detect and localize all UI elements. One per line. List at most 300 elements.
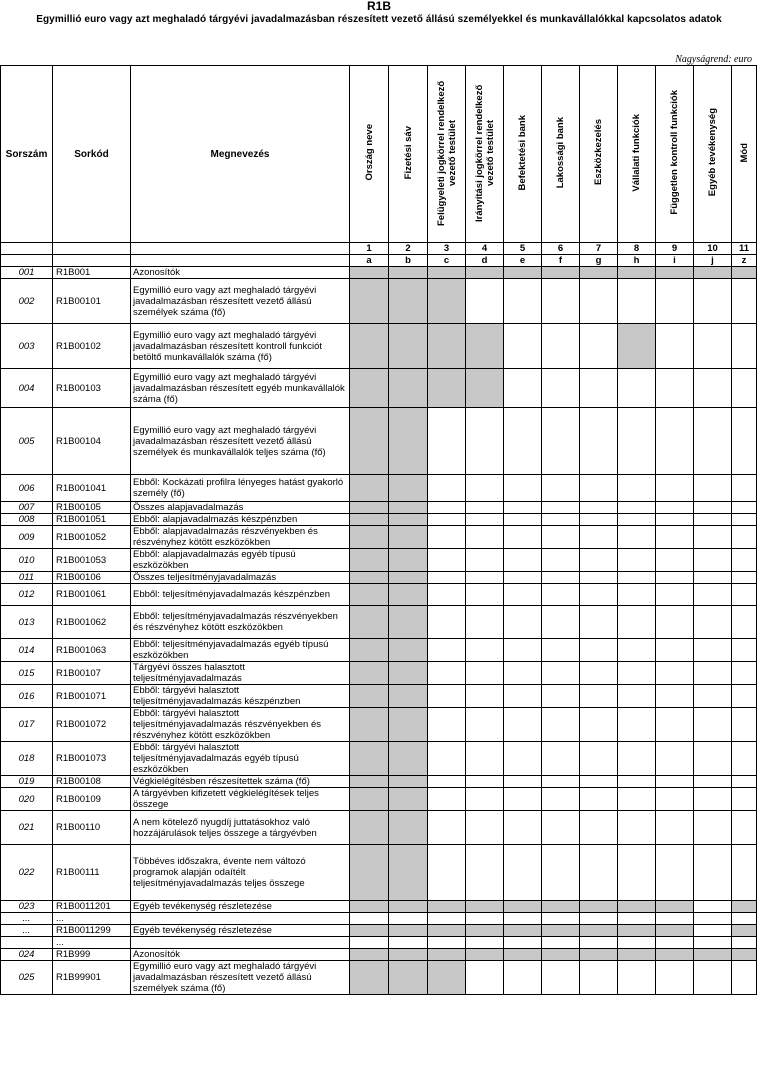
input-cell[interactable]	[428, 549, 466, 572]
row-sorkod: R1B001053	[53, 549, 131, 572]
input-cell[interactable]	[580, 788, 618, 811]
greyed-cell	[542, 925, 580, 937]
input-cell[interactable]	[504, 913, 542, 925]
input-cell[interactable]	[466, 475, 504, 502]
input-cell[interactable]	[542, 708, 580, 742]
column-number: 1	[350, 243, 389, 255]
input-cell[interactable]	[732, 742, 757, 776]
input-cell[interactable]	[618, 475, 656, 502]
input-cell[interactable]	[466, 961, 504, 995]
input-cell[interactable]	[504, 845, 542, 901]
input-cell[interactable]	[618, 913, 656, 925]
input-cell[interactable]	[618, 685, 656, 708]
input-cell[interactable]	[504, 369, 542, 408]
input-cell[interactable]	[580, 639, 618, 662]
column-header-8	[618, 66, 656, 243]
input-cell[interactable]	[618, 961, 656, 995]
input-cell[interactable]	[694, 662, 732, 685]
input-cell[interactable]	[542, 502, 580, 514]
input-cell[interactable]	[580, 913, 618, 925]
greyed-cell	[428, 369, 466, 408]
input-cell[interactable]	[618, 526, 656, 549]
input-cell[interactable]	[694, 475, 732, 502]
input-cell[interactable]	[732, 961, 757, 995]
input-cell[interactable]	[428, 572, 466, 584]
input-cell[interactable]	[694, 961, 732, 995]
row-sorszam: 023	[1, 901, 53, 913]
input-cell[interactable]	[732, 662, 757, 685]
column-code: f	[542, 255, 580, 267]
column-number: 11	[732, 243, 757, 255]
input-cell[interactable]	[428, 408, 466, 475]
input-cell[interactable]	[580, 937, 618, 949]
input-cell[interactable]	[428, 742, 466, 776]
input-cell[interactable]	[428, 776, 466, 788]
row-sorszam: 012	[1, 584, 53, 606]
input-cell[interactable]	[428, 913, 466, 925]
row-sorszam: 017	[1, 708, 53, 742]
input-cell[interactable]	[428, 708, 466, 742]
input-cell[interactable]	[656, 639, 694, 662]
input-cell[interactable]	[466, 639, 504, 662]
input-cell[interactable]	[618, 639, 656, 662]
input-cell[interactable]	[350, 937, 389, 949]
input-cell[interactable]	[504, 549, 542, 572]
input-cell[interactable]	[466, 708, 504, 742]
input-cell[interactable]	[618, 572, 656, 584]
input-cell[interactable]	[428, 937, 466, 949]
input-cell[interactable]	[580, 961, 618, 995]
greyed-cell	[428, 925, 466, 937]
input-cell[interactable]	[542, 662, 580, 685]
input-cell[interactable]	[580, 549, 618, 572]
input-cell[interactable]	[504, 662, 542, 685]
input-cell[interactable]	[504, 324, 542, 369]
input-cell[interactable]	[618, 662, 656, 685]
greyed-cell	[656, 901, 694, 913]
input-cell[interactable]	[618, 408, 656, 475]
input-cell[interactable]	[504, 937, 542, 949]
input-cell[interactable]	[504, 408, 542, 475]
greyed-cell	[466, 949, 504, 961]
input-cell[interactable]	[504, 502, 542, 514]
input-cell[interactable]	[694, 408, 732, 475]
column-code: g	[580, 255, 618, 267]
input-cell[interactable]	[466, 514, 504, 526]
input-cell[interactable]	[694, 279, 732, 324]
row-sorszam: 002	[1, 279, 53, 324]
table-row	[1, 639, 757, 662]
greyed-cell	[656, 949, 694, 961]
input-cell[interactable]	[732, 549, 757, 572]
row-sorkod: R1B001072	[53, 708, 131, 742]
input-cell[interactable]	[732, 708, 757, 742]
input-cell[interactable]	[542, 811, 580, 845]
input-cell[interactable]	[466, 549, 504, 572]
column-header-label: Független kontroll funkciók	[669, 90, 680, 215]
input-cell[interactable]	[542, 526, 580, 549]
input-cell[interactable]	[618, 549, 656, 572]
input-cell[interactable]	[580, 584, 618, 606]
input-cell[interactable]	[428, 788, 466, 811]
greyed-cell	[428, 324, 466, 369]
input-cell[interactable]	[694, 584, 732, 606]
input-cell[interactable]	[350, 913, 389, 925]
input-cell[interactable]	[694, 937, 732, 949]
input-cell[interactable]	[504, 742, 542, 776]
input-cell[interactable]	[466, 913, 504, 925]
input-cell[interactable]	[504, 475, 542, 502]
input-cell[interactable]	[694, 369, 732, 408]
input-cell[interactable]	[542, 324, 580, 369]
input-cell[interactable]	[504, 685, 542, 708]
column-code: h	[618, 255, 656, 267]
input-cell[interactable]	[504, 639, 542, 662]
input-cell[interactable]	[732, 845, 757, 901]
input-cell[interactable]	[542, 606, 580, 639]
input-cell[interactable]	[732, 788, 757, 811]
row-sorkod: ...	[53, 913, 131, 925]
input-cell[interactable]	[542, 913, 580, 925]
greyed-cell	[350, 408, 389, 475]
input-cell[interactable]	[656, 788, 694, 811]
input-cell[interactable]	[466, 502, 504, 514]
input-cell[interactable]	[466, 776, 504, 788]
input-cell[interactable]	[732, 913, 757, 925]
greyed-cell	[350, 901, 389, 913]
input-cell[interactable]	[466, 845, 504, 901]
table-row	[1, 811, 757, 845]
input-cell[interactable]	[504, 811, 542, 845]
input-cell[interactable]	[618, 514, 656, 526]
greyed-cell	[350, 526, 389, 549]
row-sorkod: R1B00102	[53, 324, 131, 369]
input-cell[interactable]	[694, 572, 732, 584]
input-cell[interactable]	[580, 742, 618, 776]
input-cell[interactable]	[656, 845, 694, 901]
header-sorkod: Sorkód	[53, 66, 131, 243]
input-cell[interactable]	[504, 514, 542, 526]
input-cell[interactable]	[428, 606, 466, 639]
input-cell[interactable]	[428, 502, 466, 514]
input-cell[interactable]	[466, 662, 504, 685]
input-cell[interactable]	[504, 572, 542, 584]
greyed-cell	[350, 742, 389, 776]
column-code: z	[732, 255, 757, 267]
input-cell[interactable]	[732, 408, 757, 475]
input-cell[interactable]	[542, 961, 580, 995]
input-cell[interactable]	[389, 913, 428, 925]
column-number: 10	[694, 243, 732, 255]
row-megnevezes: Egymillió euro vagy azt meghaladó tárgyévi javadalmazásban részesített vezető állású személyek száma (fő)	[131, 961, 350, 995]
input-cell[interactable]	[504, 788, 542, 811]
input-cell[interactable]	[542, 776, 580, 788]
input-cell[interactable]	[732, 639, 757, 662]
input-cell[interactable]	[732, 584, 757, 606]
row-sorkod: R1B0011299	[53, 925, 131, 937]
input-cell[interactable]	[694, 639, 732, 662]
input-cell[interactable]	[618, 502, 656, 514]
input-cell[interactable]	[580, 408, 618, 475]
input-cell[interactable]	[466, 937, 504, 949]
input-cell[interactable]	[732, 606, 757, 639]
input-cell[interactable]	[580, 606, 618, 639]
input-cell[interactable]	[466, 606, 504, 639]
input-cell[interactable]	[504, 961, 542, 995]
input-cell[interactable]	[732, 685, 757, 708]
input-cell[interactable]	[694, 549, 732, 572]
input-cell[interactable]	[542, 685, 580, 708]
input-cell[interactable]	[580, 572, 618, 584]
greyed-cell	[389, 901, 428, 913]
greyed-cell	[389, 788, 428, 811]
input-cell[interactable]	[656, 708, 694, 742]
input-cell[interactable]	[580, 776, 618, 788]
input-cell[interactable]	[694, 811, 732, 845]
input-cell[interactable]	[580, 526, 618, 549]
column-header-label: Lakossági bank	[555, 116, 566, 189]
greyed-cell	[350, 502, 389, 514]
table-row	[1, 742, 757, 776]
input-cell[interactable]	[389, 937, 428, 949]
input-cell[interactable]	[694, 526, 732, 549]
input-cell[interactable]	[656, 572, 694, 584]
input-cell[interactable]	[580, 708, 618, 742]
input-cell[interactable]	[428, 639, 466, 662]
input-cell[interactable]	[542, 639, 580, 662]
input-cell[interactable]	[542, 549, 580, 572]
input-cell[interactable]	[732, 475, 757, 502]
greyed-cell	[350, 961, 389, 995]
column-header-label: Irányítási jogkörrel rendelkező vezető testület	[473, 83, 496, 222]
input-cell[interactable]	[732, 776, 757, 788]
input-cell[interactable]	[618, 584, 656, 606]
input-cell[interactable]	[732, 502, 757, 514]
input-cell[interactable]	[504, 526, 542, 549]
input-cell[interactable]	[542, 788, 580, 811]
input-cell[interactable]	[656, 279, 694, 324]
input-cell[interactable]	[694, 708, 732, 742]
greyed-cell	[618, 267, 656, 279]
input-cell[interactable]	[580, 324, 618, 369]
input-cell[interactable]	[580, 685, 618, 708]
input-cell[interactable]	[618, 811, 656, 845]
input-cell[interactable]	[732, 369, 757, 408]
row-megnevezes: Ebből: tárgyévi halasztott teljesítményjavadalmazás részvényekben és részvényhez kötött eszközökben	[131, 708, 350, 742]
input-cell[interactable]	[656, 811, 694, 845]
input-cell[interactable]	[732, 279, 757, 324]
input-cell[interactable]	[694, 901, 732, 913]
input-cell[interactable]	[466, 742, 504, 776]
input-cell[interactable]	[580, 845, 618, 901]
input-cell[interactable]	[466, 811, 504, 845]
input-cell[interactable]	[656, 584, 694, 606]
input-cell[interactable]	[656, 685, 694, 708]
input-cell[interactable]	[618, 776, 656, 788]
header-megnevezes: Megnevezés	[131, 66, 350, 243]
greyed-cell	[389, 584, 428, 606]
input-cell[interactable]	[542, 584, 580, 606]
input-cell[interactable]	[694, 324, 732, 369]
input-cell[interactable]	[542, 937, 580, 949]
input-cell[interactable]	[428, 662, 466, 685]
input-cell[interactable]	[504, 776, 542, 788]
input-cell[interactable]	[618, 937, 656, 949]
input-cell[interactable]	[428, 584, 466, 606]
input-cell[interactable]	[542, 572, 580, 584]
input-cell[interactable]	[656, 549, 694, 572]
greyed-cell	[428, 279, 466, 324]
input-cell[interactable]	[428, 526, 466, 549]
input-cell[interactable]	[542, 408, 580, 475]
input-cell[interactable]	[732, 514, 757, 526]
input-cell[interactable]	[580, 811, 618, 845]
table-row	[1, 584, 757, 606]
input-cell[interactable]	[466, 279, 504, 324]
input-cell[interactable]	[542, 279, 580, 324]
input-cell[interactable]	[542, 742, 580, 776]
input-cell[interactable]	[694, 913, 732, 925]
input-cell[interactable]	[656, 606, 694, 639]
input-cell[interactable]	[580, 514, 618, 526]
input-cell[interactable]	[694, 776, 732, 788]
greyed-cell	[466, 324, 504, 369]
input-cell[interactable]	[466, 788, 504, 811]
input-cell[interactable]	[732, 324, 757, 369]
input-cell[interactable]	[656, 475, 694, 502]
row-sorkod: R1B00101	[53, 279, 131, 324]
column-header-label: Mód	[738, 142, 750, 163]
column-code: b	[389, 255, 428, 267]
input-cell[interactable]	[656, 961, 694, 995]
column-header-11	[732, 66, 757, 243]
greyed-cell	[732, 949, 757, 961]
column-header-label: Egyéb tevékenység	[707, 108, 718, 197]
input-cell[interactable]	[542, 369, 580, 408]
greyed-cell	[389, 708, 428, 742]
input-cell[interactable]	[694, 742, 732, 776]
row-sorkod: R1B00105	[53, 502, 131, 514]
input-cell[interactable]	[732, 572, 757, 584]
greyed-cell	[350, 845, 389, 901]
row-sorkod: R1B001061	[53, 584, 131, 606]
input-cell[interactable]	[656, 324, 694, 369]
input-cell[interactable]	[694, 606, 732, 639]
input-cell[interactable]	[618, 742, 656, 776]
input-cell[interactable]	[466, 685, 504, 708]
input-cell[interactable]	[656, 514, 694, 526]
column-header-label: Fizetési sáv	[402, 125, 414, 180]
table-row	[1, 685, 757, 708]
greyed-cell	[389, 845, 428, 901]
greyed-cell	[618, 925, 656, 937]
input-cell[interactable]	[618, 845, 656, 901]
input-cell[interactable]	[428, 811, 466, 845]
column-code: c	[428, 255, 466, 267]
row-sorszam: 004	[1, 369, 53, 408]
input-cell[interactable]	[656, 662, 694, 685]
input-cell[interactable]	[504, 584, 542, 606]
input-cell[interactable]	[656, 776, 694, 788]
column-header-3	[428, 66, 466, 243]
input-cell[interactable]	[694, 514, 732, 526]
input-cell[interactable]	[504, 279, 542, 324]
input-cell[interactable]	[656, 937, 694, 949]
input-cell[interactable]	[428, 475, 466, 502]
greyed-cell	[694, 949, 732, 961]
input-cell[interactable]	[466, 572, 504, 584]
input-cell[interactable]	[580, 502, 618, 514]
input-cell[interactable]	[428, 685, 466, 708]
greyed-cell	[389, 572, 428, 584]
input-cell[interactable]	[466, 526, 504, 549]
input-cell[interactable]	[618, 788, 656, 811]
input-cell[interactable]	[656, 742, 694, 776]
column-code: d	[466, 255, 504, 267]
input-cell[interactable]	[656, 913, 694, 925]
input-cell[interactable]	[694, 502, 732, 514]
input-cell[interactable]	[732, 937, 757, 949]
greyed-cell	[350, 949, 389, 961]
input-cell[interactable]	[732, 526, 757, 549]
input-cell[interactable]	[656, 502, 694, 514]
input-cell[interactable]	[732, 811, 757, 845]
greyed-cell	[350, 267, 389, 279]
greyed-cell	[580, 949, 618, 961]
input-cell[interactable]	[656, 369, 694, 408]
input-cell[interactable]	[580, 279, 618, 324]
greyed-cell	[618, 901, 656, 913]
row-megnevezes: Ebből: tárgyévi halasztott teljesítményjavadalmazás készpénzben	[131, 685, 350, 708]
row-sorszam: 014	[1, 639, 53, 662]
greyed-cell	[389, 925, 428, 937]
row-sorszam: 022	[1, 845, 53, 901]
column-code: j	[694, 255, 732, 267]
input-cell[interactable]	[466, 584, 504, 606]
input-cell[interactable]	[542, 845, 580, 901]
header-numbers-row	[1, 243, 757, 255]
column-number: 4	[466, 243, 504, 255]
greyed-cell	[428, 901, 466, 913]
greyed-cell	[350, 811, 389, 845]
input-cell[interactable]	[694, 845, 732, 901]
input-cell[interactable]	[428, 845, 466, 901]
input-cell[interactable]	[504, 606, 542, 639]
input-cell[interactable]	[466, 408, 504, 475]
input-cell[interactable]	[580, 369, 618, 408]
input-cell[interactable]	[656, 526, 694, 549]
input-cell[interactable]	[618, 369, 656, 408]
input-cell[interactable]	[542, 514, 580, 526]
greyed-cell	[428, 949, 466, 961]
row-sorszam: 003	[1, 324, 53, 369]
input-cell[interactable]	[580, 662, 618, 685]
input-cell[interactable]	[542, 475, 580, 502]
input-cell[interactable]	[580, 475, 618, 502]
input-cell[interactable]	[694, 788, 732, 811]
input-cell[interactable]	[618, 606, 656, 639]
row-megnevezes: Egyéb tevékenység részletezése	[131, 925, 350, 937]
input-cell[interactable]	[618, 708, 656, 742]
input-cell[interactable]	[694, 685, 732, 708]
table-row	[1, 708, 757, 742]
input-cell[interactable]	[428, 514, 466, 526]
input-cell[interactable]	[618, 279, 656, 324]
input-cell[interactable]	[694, 925, 732, 937]
input-cell[interactable]	[656, 408, 694, 475]
row-sorszam: 013	[1, 606, 53, 639]
input-cell[interactable]	[504, 708, 542, 742]
